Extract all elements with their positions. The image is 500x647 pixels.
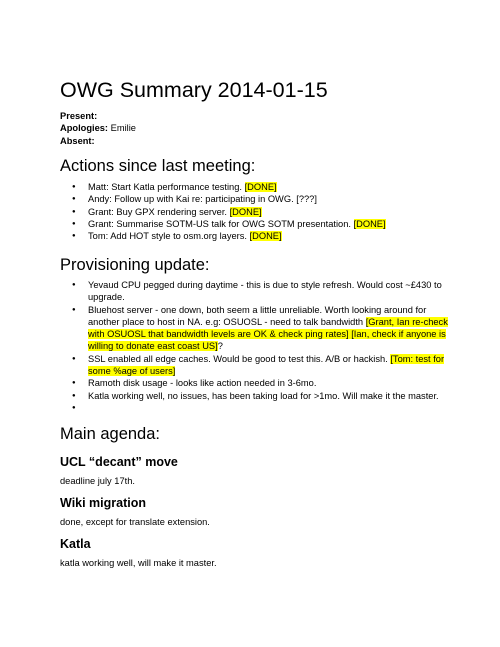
item-text: Grant: Summarise SOTM-US talk for OWG SOTM presentation. <box>88 218 354 229</box>
item-highlight: [DONE] <box>229 206 262 217</box>
list-item <box>60 377 450 389</box>
item-highlight: [DONE] <box>249 231 282 242</box>
list-item <box>60 218 450 230</box>
actions-list <box>60 181 450 242</box>
item-text: Matt: Start Katla performance testing. <box>88 182 245 192</box>
list-item <box>60 193 450 205</box>
item-after: ? <box>217 341 223 352</box>
agenda-section-body: deadline july 17th. <box>60 476 135 486</box>
present-label: Present: <box>60 111 98 121</box>
absent-line <box>60 135 136 147</box>
apologies-line <box>60 122 136 134</box>
agenda-section-body: done, except for translate extension. <box>60 517 210 527</box>
agenda-section-title: Wiki migration <box>60 496 147 510</box>
item-text: SSL enabled all edge caches. Would be good to test this. A/B or hackish. <box>88 353 391 364</box>
item-text: Andy: Follow up with Kai re: participating in OWG. [???] <box>88 194 317 205</box>
agenda-section-title: Katla <box>60 537 91 551</box>
list-item <box>60 390 450 402</box>
agenda-heading: Main agenda: <box>60 425 160 443</box>
list-item <box>60 181 450 193</box>
item-text: Tom: Add HOT style to osm.org layers. <box>88 231 250 242</box>
item-text: Katla working well, no issues, has been taking load for >1mo. Will make it the master. <box>88 390 439 401</box>
attendance-block <box>60 110 136 147</box>
item-highlight: [DONE] <box>244 182 277 192</box>
item-highlight: [Grant, Ian re-check with OSUOSL that bandwidth levels are OK & check ping rates] [Ian, check if anyone is willing to donate east coast US] <box>88 316 448 352</box>
item-text: Grant: Buy GPX rendering server. <box>88 206 230 217</box>
apologies-label: Apologies: <box>60 123 109 134</box>
item-highlight: [Tom: test for some %age of users] <box>88 353 445 377</box>
list-item <box>60 304 450 353</box>
provisioning-list <box>60 279 450 414</box>
actions-heading: Actions since last meeting: <box>60 157 256 175</box>
agenda-section-body: katla working well, will make it master. <box>60 558 217 568</box>
list-item <box>60 279 450 304</box>
item-text: Yevaud CPU pegged during daytime - this is due to style refresh. Would cost ~£430 to upgrade. <box>88 280 442 303</box>
present-line <box>60 110 136 122</box>
item-text: Ramoth disk usage - looks like action needed in 3-6mo. <box>88 378 317 389</box>
item-text: Bluehost server - one down, both seem a little unreliable. Worth looking around for another place to host in NA. e.g: OSUOSL - need to talk bandwidth <box>88 304 427 327</box>
absent-label: Absent: <box>60 135 95 146</box>
list-item <box>60 206 450 218</box>
page-title: OWG Summary 2014-01-15 <box>60 78 328 102</box>
list-item-empty <box>60 402 450 414</box>
list-item <box>60 230 450 242</box>
provisioning-heading: Provisioning update: <box>60 256 210 274</box>
list-item <box>60 353 450 378</box>
agenda-section-title: UCL “decant” move <box>60 455 178 469</box>
apologies-value: Emilie <box>108 123 136 134</box>
item-highlight: [DONE] <box>353 218 386 229</box>
